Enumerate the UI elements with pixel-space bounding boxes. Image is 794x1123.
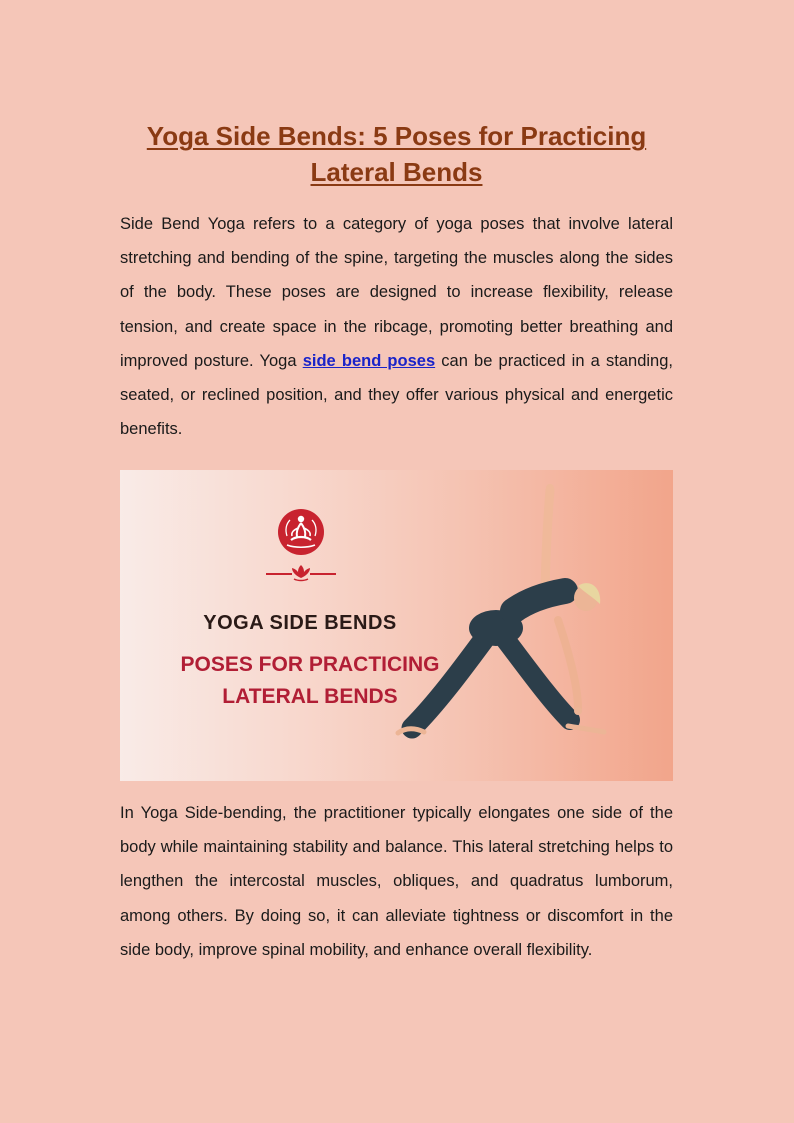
intro-text-after-link: can be practiced in a standing, seated, or reclined position, and they offer various physical and energetic benefits. xyxy=(120,351,673,439)
intro-text-before-link: Side Bend Yoga refers to a category of yoga poses that involve lateral stretching and bending of the spine, targeting the muscles along the sides of the body. These poses are designed to increase flexibility, release tension, and create space in the ribcage, promoting better breathing and improved posture. Yoga xyxy=(120,215,673,370)
body-paragraph: In Yoga Side-bending, the practitioner typically elongates one side of the body while maintaining stability and balance. This lateral stretching helps to lengthen the intercostal muscles, obliques, and quadratus lumborum, among others. By doing so, it can alleviate tightness or discomfort in the side body, improve spinal mobility, and enhance overall flexibility. xyxy=(120,804,673,959)
banner-heading: YOGA SIDE BENDS xyxy=(203,612,397,634)
banner-image xyxy=(120,470,673,781)
page-title xyxy=(120,118,673,190)
title-line-1: Yoga Side Bends: 5 Poses for Practicing xyxy=(146,121,647,151)
lotus-divider-icon xyxy=(266,565,336,581)
meditation-logo-icon xyxy=(278,509,324,555)
banner-subheading-line-2: LATERAL BENDS xyxy=(222,685,398,708)
intro-paragraph xyxy=(120,207,673,446)
banner-subheading-line-1: POSES FOR PRACTICING xyxy=(180,653,440,676)
title-line-2: Lateral Bends xyxy=(310,157,483,187)
side-bend-poses-link[interactable]: side bend poses xyxy=(302,351,436,370)
